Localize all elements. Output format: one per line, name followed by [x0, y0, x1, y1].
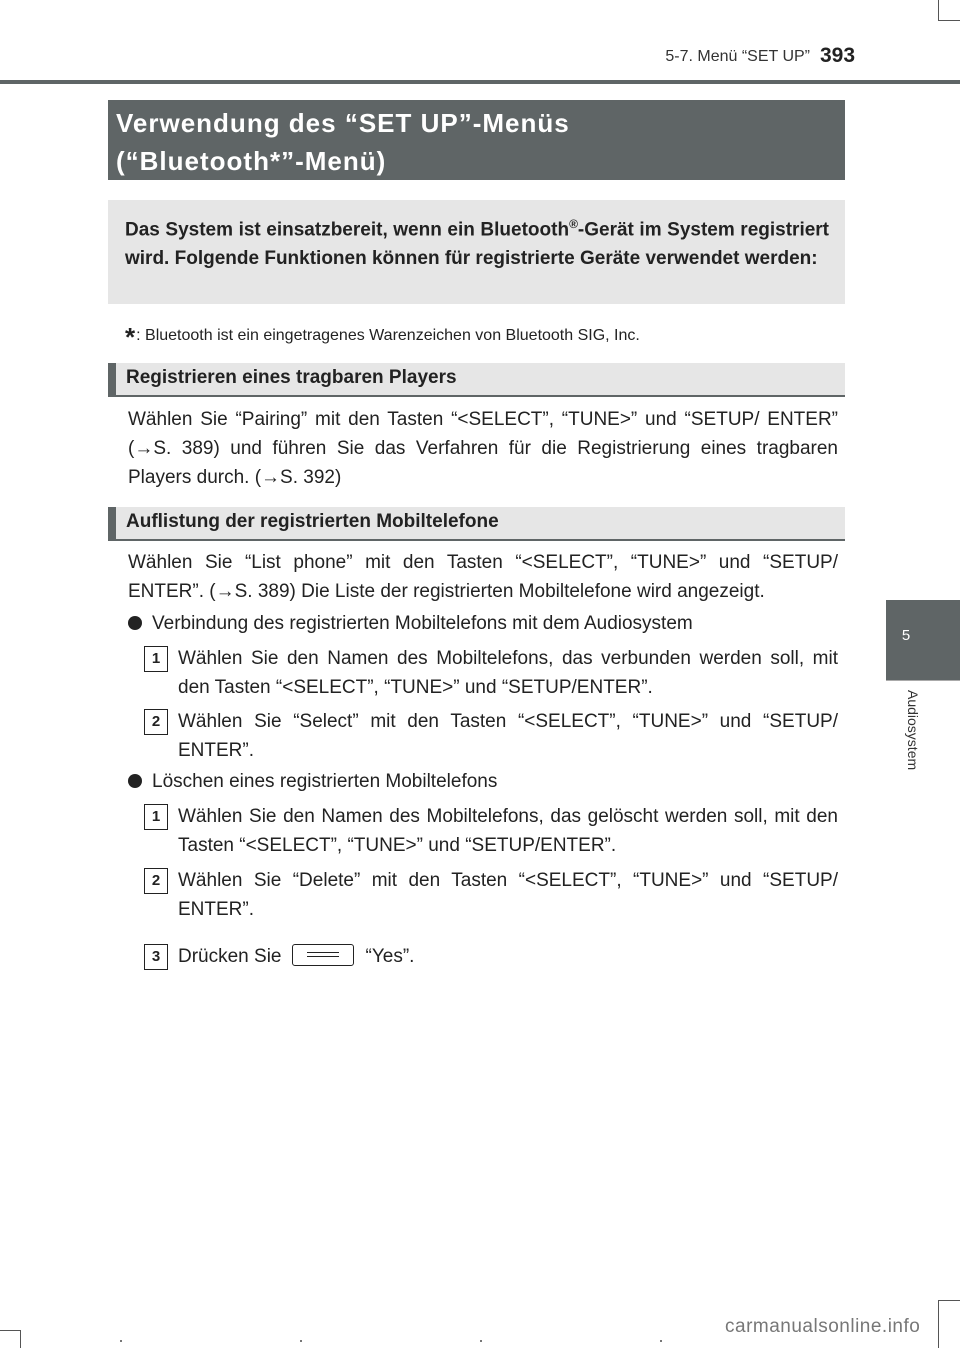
- bullet-connect: [128, 609, 693, 638]
- section2-paragraph: Wählen Sie “List phone” mit den Tasten “<SELECT”, “TUNE>” und “SETUP/ ENTER”. (→S. 389) Die Liste der registrierten Mobiltelefone wird angezeigt.: [128, 552, 838, 602]
- bullet-dot-icon: [128, 616, 142, 630]
- footnote-marker: *: [125, 322, 136, 352]
- step-text: [178, 942, 838, 971]
- crop-mark: [20, 1330, 21, 1348]
- intro-text-after: -Gerät im System registriert wird. Folgende Funktionen können für registrierte Geräte verwendet werden:: [125, 219, 830, 270]
- watermark: carmanualsonline.info: [725, 1316, 921, 1337]
- chapter-number: 5: [901, 627, 911, 644]
- registered-mark: ®: [569, 217, 578, 231]
- header-rule: [0, 80, 960, 84]
- step-text-before: Drücken Sie: [178, 946, 282, 967]
- section-path: 5-7. Menü “SET UP”: [665, 48, 810, 65]
- crop-dot: [120, 1340, 122, 1342]
- chapter-label-text: Audiosystem: [905, 690, 921, 771]
- crop-mark: [938, 1300, 960, 1301]
- bullet-dot-icon: [128, 774, 142, 788]
- intro-text: [125, 210, 829, 273]
- page-title-line2: (“Bluetooth*”-Menü): [116, 146, 387, 176]
- section-heading-text: Auflistung der registrierten Mobiltelefone: [126, 511, 499, 532]
- crop-mark: [938, 1300, 939, 1348]
- page-title-line1: Verwendung des “SET UP”-Menüs: [116, 108, 570, 138]
- step-badge: 2: [144, 868, 168, 894]
- step-text: Wählen Sie den Namen des Mobiltelefons, das gelöscht werden soll, mit den Tasten “<SELECT”, “TUNE>” und “SETUP/ENTER”.: [178, 806, 838, 856]
- section-heading-phone-list: [108, 507, 845, 541]
- step-text: Wählen Sie “Delete” mit den Tasten “<SELECT”, “TUNE>” und “SETUP/ ENTER”.: [178, 870, 838, 920]
- step-badge: 1: [144, 804, 168, 830]
- step-text: Wählen Sie “Select” mit den Tasten “<SELECT”, “TUNE>” und “SETUP/ ENTER”.: [178, 711, 838, 761]
- crop-mark: [938, 0, 939, 20]
- step-badge: 2: [144, 709, 168, 735]
- step-text: Wählen Sie den Namen des Mobiltelefons, das verbunden werden soll, mit den Tasten “<SELECT”, “TUNE>” und “SETUP/ENTER”.: [178, 648, 838, 698]
- page-title: [116, 104, 836, 180]
- chapter-tab-divider: [886, 680, 960, 681]
- intro-text-before: Das System ist einsatzbereit, wenn ein Bluetooth: [125, 219, 570, 241]
- footnote: [125, 322, 640, 353]
- section-heading-text: Registrieren eines tragbaren Players: [126, 367, 457, 388]
- crop-dot: [660, 1340, 662, 1342]
- heading-bar: [108, 363, 116, 397]
- step-text-after: “Yes”.: [365, 946, 415, 967]
- footnote-text: : Bluetooth ist ein eingetragenes Warenzeichen von Bluetooth SIG, Inc.: [136, 327, 640, 344]
- section-heading-registration: [108, 363, 845, 397]
- crop-dot: [480, 1340, 482, 1342]
- page-number: 393: [820, 44, 856, 67]
- step-badge: 1: [144, 646, 168, 672]
- crop-mark: [0, 1330, 20, 1331]
- bullet-label: Löschen eines registrierten Mobiltelefons: [152, 771, 498, 792]
- chapter-label: [870, 690, 940, 800]
- crop-dot: [300, 1340, 302, 1342]
- heading-bar: [108, 507, 116, 541]
- bullet-delete: [128, 767, 497, 796]
- bullet-label: Verbindung des registrierten Mobiltelefons mit dem Audiosystem: [152, 613, 693, 634]
- section1-paragraph: Wählen Sie “Pairing” mit den Tasten “<SELECT”, “TUNE>” und “SETUP/ ENTER” (→S. 389) und führen Sie das Verfahren für die Registrierung eines tragbaren Players durch. (→S. 392): [128, 409, 838, 488]
- step-badge: 3: [144, 944, 168, 970]
- button-icon: [292, 944, 354, 966]
- crop-mark: [938, 20, 960, 21]
